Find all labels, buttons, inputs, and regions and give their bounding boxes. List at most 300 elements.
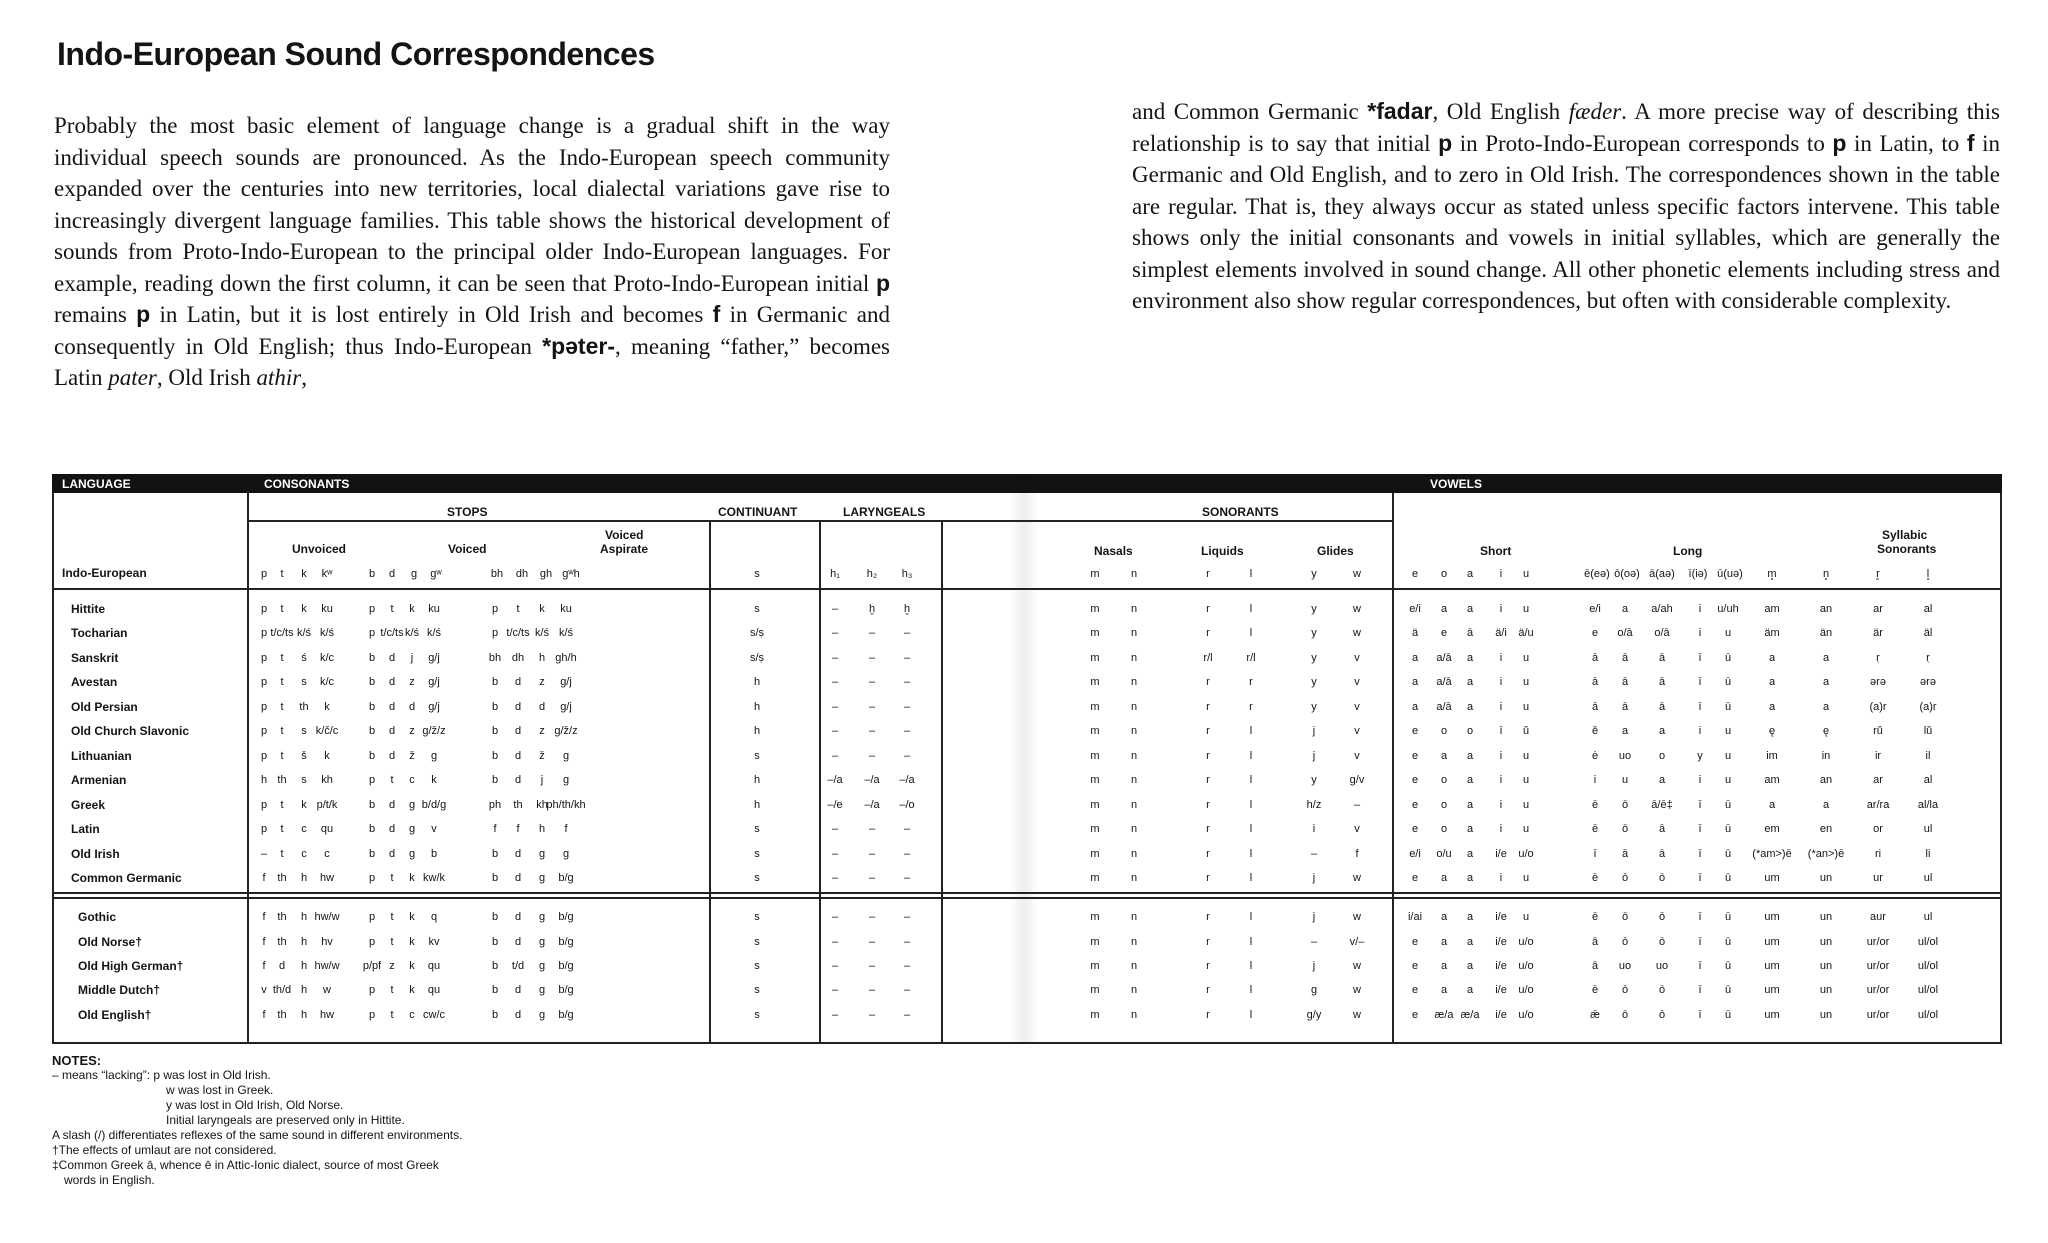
table-cell: l (1249, 984, 1253, 996)
table-cell: ō (1658, 936, 1666, 948)
table-cell: (a)r (1869, 701, 1887, 713)
table-cell: r (1249, 676, 1253, 688)
intro-segment: remains (54, 302, 137, 327)
table-cell: l (1249, 627, 1253, 639)
table-cell: t (280, 799, 284, 811)
table-cell: e (1411, 936, 1419, 948)
table-cell: h (753, 676, 761, 688)
table-cell: y (1311, 603, 1317, 615)
table-cell: g (538, 911, 546, 923)
table-cell: l (1249, 774, 1253, 786)
table-cell: ā (1591, 936, 1599, 948)
table-cell: – (831, 823, 839, 835)
table-cell: är (1873, 627, 1883, 639)
table-cell: d (514, 1009, 522, 1021)
table-cell: b (368, 823, 376, 835)
table-cell: t (390, 911, 394, 923)
table-cell: a/ā (1436, 652, 1452, 664)
table-cell: p (260, 750, 268, 762)
table-cell: kh (321, 774, 333, 786)
table-cell: r (1206, 774, 1210, 786)
table-cell: – (1353, 799, 1361, 811)
table-cell: g (538, 848, 546, 860)
table-cell: u (1522, 823, 1530, 835)
table-cell: lŭ (1923, 725, 1933, 737)
table-cell: – (831, 627, 839, 639)
table-cell: j (1312, 750, 1316, 762)
table-cell: i (1312, 823, 1316, 835)
table-cell: äm (1764, 627, 1780, 639)
ie-reference-cell: ā(aə) (1649, 568, 1675, 580)
table-cell: ku (560, 603, 572, 615)
table-cell: e (1591, 627, 1599, 639)
table-cell: d (388, 848, 396, 860)
table-cell: d (514, 676, 522, 688)
table-cell: a (1466, 750, 1474, 762)
table-cell: – (868, 823, 876, 835)
table-cell: a (1440, 911, 1448, 923)
table-cell: u (1522, 652, 1530, 664)
ie-reference-cell: gh (539, 568, 553, 580)
table-cell: u/o (1518, 984, 1534, 996)
table-cell: hv (321, 936, 333, 948)
table-cell: ū (1724, 676, 1732, 688)
table-cell: v (1354, 823, 1360, 835)
table-cell: t (390, 774, 394, 786)
table-cell: t (280, 750, 284, 762)
table-cell: b/g (558, 1009, 574, 1021)
table-cell: f (262, 1009, 266, 1021)
table-cell: v (261, 984, 267, 996)
table-cell: e (1440, 627, 1448, 639)
table-cell: ī (1698, 652, 1702, 664)
table-cell: – (868, 848, 876, 860)
table-cell: b (491, 960, 499, 972)
table-cell: – (868, 725, 876, 737)
table-cell: b (368, 799, 376, 811)
table-cell: e/i (1409, 848, 1421, 860)
intro-segment: , Old Irish (156, 365, 257, 390)
table-cell: u (1621, 774, 1629, 786)
table-cell: s (754, 603, 760, 615)
table-cell: k (409, 960, 415, 972)
table-cell: n (1130, 603, 1138, 615)
table-cell: ě (1591, 725, 1599, 737)
table-cell: c (409, 774, 415, 786)
table-cell: n (1130, 799, 1138, 811)
table-cell: n (1130, 984, 1138, 996)
table-cell: ō (1658, 1009, 1666, 1021)
table-cell: ō (1621, 799, 1629, 811)
note-greek-cont: words in English. (64, 1173, 155, 1187)
table-cell: j (1312, 911, 1316, 923)
column-divider (941, 520, 943, 1044)
table-cell: – (903, 848, 911, 860)
table-cell: d (388, 750, 396, 762)
table-cell: i/ai (1407, 911, 1423, 923)
table-cell: an (1819, 603, 1833, 615)
table-cell: e/i (1409, 603, 1421, 615)
table-cell: ē (1591, 984, 1599, 996)
table-cell: d (514, 911, 522, 923)
table-cell: k (409, 911, 415, 923)
table-cell: th (299, 701, 309, 713)
table-cell: th/d (272, 984, 292, 996)
table-cell: il (1925, 750, 1931, 762)
table-cell: r (1206, 984, 1210, 996)
table-cell: ī (1698, 872, 1702, 884)
table-cell: cw/c (423, 1009, 445, 1021)
table-cell: ul/ol (1917, 936, 1939, 948)
table-cell: li (1925, 848, 1931, 860)
table-cell: b (368, 676, 376, 688)
table-cell: ī (1698, 701, 1702, 713)
table-cell: r (1206, 911, 1210, 923)
language-row-label: Old Norse† (78, 935, 143, 949)
table-cell: u/o (1518, 848, 1534, 860)
table-cell: n (1130, 725, 1138, 737)
table-cell: d (388, 701, 396, 713)
table-cell: e (1411, 725, 1419, 737)
consonants-header: CONSONANTS (264, 477, 350, 491)
intro-segment: p (1832, 129, 1847, 156)
table-cell: ur/or (1866, 960, 1890, 972)
table-cell: n (1130, 848, 1138, 860)
table-cell: hw/w (314, 911, 340, 923)
table-cell: t (280, 676, 284, 688)
table-cell: u (1522, 774, 1530, 786)
table-cell: t (390, 872, 394, 884)
table-cell: d (388, 676, 396, 688)
table-cell: – (903, 701, 911, 713)
table-cell: am (1764, 603, 1780, 615)
table-cell: ī (1698, 823, 1702, 835)
table-cell: w (1353, 911, 1361, 923)
table-cell: a (1466, 911, 1474, 923)
table-cell: b (491, 774, 499, 786)
table-cell: ė (1591, 750, 1599, 762)
language-row-label: Sanskrit (71, 651, 119, 665)
table-cell: ī (1698, 1009, 1702, 1021)
table-cell: h (300, 936, 308, 948)
table-cell: t (390, 603, 394, 615)
table-cell: i (1698, 725, 1702, 737)
table-cell: l (1249, 603, 1253, 615)
table-cell: h (753, 774, 761, 786)
table-cell: i (1593, 774, 1597, 786)
table-cell: n (1130, 701, 1138, 713)
table-cell: a (1411, 676, 1419, 688)
table-cell: – (868, 750, 876, 762)
table-cell: em (1764, 823, 1780, 835)
table-cell: – (868, 652, 876, 664)
table-cell: u/uh (1717, 603, 1739, 615)
table-cell: l (1249, 936, 1253, 948)
table-cell: k/ś (296, 627, 312, 639)
table-cell: ī (1698, 984, 1702, 996)
table-cell: ū (1724, 936, 1732, 948)
ie-reference-cell: a (1466, 568, 1474, 580)
table-cell: u (1522, 603, 1530, 615)
table-cell: ä/i (1495, 627, 1507, 639)
table-cell: – (903, 823, 911, 835)
table-cell: ō (1658, 911, 1666, 923)
table-cell: o/ā (1654, 627, 1670, 639)
sonorants-header: SONORANTS (1202, 505, 1279, 519)
table-cell: – (903, 652, 911, 664)
table-cell: v (1354, 676, 1360, 688)
table-cell: g (1310, 984, 1318, 996)
note-lacking: – means “lacking”: p was lost in Old Irish. (52, 1068, 271, 1082)
ie-reference-cell: n̥ (1822, 568, 1830, 580)
intro-paragraph-left (54, 110, 890, 394)
table-cell: t (280, 725, 284, 737)
table-cell: v/– (1349, 936, 1365, 948)
table-cell: e (1411, 960, 1419, 972)
table-cell: um (1764, 1009, 1780, 1021)
table-cell: e (1411, 750, 1419, 762)
table-cell: ō (1658, 872, 1666, 884)
ie-reference-cell: i (1499, 568, 1503, 580)
intro-segment: fæder (1568, 99, 1622, 124)
intro-segment: , Old English (1432, 99, 1569, 124)
row-divider (52, 897, 2002, 899)
table-cell: r (1206, 799, 1210, 811)
table-cell: – (831, 676, 839, 688)
table-cell: h (753, 799, 761, 811)
table-cell: t/c/ts (270, 627, 294, 639)
table-cell: un (1819, 984, 1833, 996)
table-cell: g (408, 823, 416, 835)
table-cell: aur (1870, 911, 1886, 923)
table-cell: b (491, 701, 499, 713)
table-cell: p (260, 652, 268, 664)
table-cell: n (1130, 872, 1138, 884)
table-cell: k (324, 750, 330, 762)
table-cell: t/c/ts (506, 627, 530, 639)
table-cell: b/g (558, 872, 574, 884)
table-cell: ph/th/kh (546, 799, 586, 811)
table-cell: i (1499, 652, 1503, 664)
table-cell: t (390, 984, 394, 996)
table-cell: ī (1698, 911, 1702, 923)
language-row-label: Old English† (78, 1008, 152, 1022)
table-cell: ō (1621, 936, 1629, 948)
table-cell: s/ṣ (749, 627, 765, 639)
table-cell: ǣ (1590, 1009, 1600, 1021)
table-notes (52, 1053, 572, 1188)
language-row-label: Lithuanian (71, 749, 132, 763)
table-cell: a (1411, 701, 1419, 713)
intro-segment: in Proto-Indo-European corresponds to (1452, 130, 1833, 156)
table-cell: r (1206, 1009, 1210, 1021)
table-cell: ū (1724, 823, 1732, 835)
ie-reference-cell: ū(uə) (1717, 568, 1743, 580)
table-cell: d (388, 725, 396, 737)
ie-reference-cell: r (1206, 568, 1210, 580)
table-cell: ā (1658, 676, 1666, 688)
table-cell: ū (1724, 799, 1732, 811)
table-cell: k/ś (534, 627, 550, 639)
table-cell: i (1698, 774, 1702, 786)
table-cell: – (831, 1009, 839, 1021)
table-cell: w (1353, 984, 1361, 996)
table-cell: o (1440, 774, 1448, 786)
table-cell: k (539, 603, 545, 615)
table-cell: ul/ol (1917, 960, 1939, 972)
table-cell: w (1353, 627, 1361, 639)
table-cell: l (1249, 799, 1253, 811)
table-cell: i/e (1495, 1009, 1507, 1021)
table-cell: m (1090, 1009, 1100, 1021)
table-cell: ph (488, 799, 502, 811)
table-cell: a (1822, 652, 1830, 664)
table-cell: a (1768, 652, 1776, 664)
table-cell: o (1658, 750, 1666, 762)
table-cell: – (868, 872, 876, 884)
table-cell: u (1522, 911, 1530, 923)
table-cell: h (300, 911, 308, 923)
table-cell: d (538, 701, 546, 713)
table-cell: rŭ (1873, 725, 1883, 737)
table-cell: s (754, 872, 760, 884)
table-cell: uo (1618, 960, 1632, 972)
table-cell: – (868, 1009, 876, 1021)
nasals-header: Nasals (1094, 544, 1133, 558)
ie-reference-cell: kʷ (321, 568, 333, 580)
table-cell: k (324, 701, 330, 713)
table-cell: –/a (899, 774, 915, 786)
table-cell: a (1466, 603, 1474, 615)
table-cell: o (1466, 725, 1474, 737)
table-cell: r (1206, 936, 1210, 948)
language-header: LANGUAGE (62, 477, 131, 491)
table-cell: th (513, 799, 523, 811)
table-cell: k (409, 872, 415, 884)
table-cell: ul/ol (1917, 1009, 1939, 1021)
ie-reference-cell: h₁ (830, 568, 840, 580)
table-cell: r/l (1203, 652, 1213, 664)
intro-segment: *pəter- (542, 332, 615, 359)
table-cell: s/ṣ (749, 652, 765, 664)
table-cell: o (1440, 823, 1448, 835)
table-cell: ur/or (1866, 1009, 1890, 1021)
table-cell: –/a (864, 799, 880, 811)
table-cell: h/z (1306, 799, 1322, 811)
table-cell: w (323, 984, 331, 996)
table-cell: i/e (1495, 960, 1507, 972)
table-cell: ar (1873, 774, 1883, 786)
table-cell: g/j (428, 652, 440, 664)
table-cell: al (1923, 774, 1933, 786)
intro-segment: *fadar (1367, 98, 1433, 124)
table-cell: ul/ol (1917, 984, 1939, 996)
table-cell: s (754, 823, 760, 835)
table-cell: æ/a (1460, 1009, 1480, 1021)
ie-reference-cell: l (1249, 568, 1253, 580)
table-cell: d (514, 750, 522, 762)
ie-reference-cell: o (1440, 568, 1448, 580)
table-cell: hw/w (314, 960, 340, 972)
table-cell: äl (1923, 627, 1933, 639)
table-cell: h (538, 823, 546, 835)
table-cell: v (1354, 750, 1360, 762)
table-cell: n (1130, 1009, 1138, 1021)
table-cell: ō (1658, 984, 1666, 996)
table-cell: b (491, 872, 499, 884)
table-cell: t (280, 701, 284, 713)
table-cell: ṛ (1876, 652, 1880, 664)
table-cell: ž (539, 750, 545, 762)
table-cell: a (1768, 676, 1776, 688)
table-cell: a (1466, 652, 1474, 664)
table-cell: ərə (1920, 676, 1936, 688)
table-cell: g (562, 848, 570, 860)
table-cell: – (831, 911, 839, 923)
voiced-aspirate-header-line2: Aspirate (600, 542, 649, 556)
table-cell: –/e (827, 799, 843, 811)
table-cell: u/o (1518, 960, 1534, 972)
table-cell: d (514, 701, 522, 713)
language-row-label: Tocharian (71, 626, 128, 640)
table-cell: ū (1724, 984, 1732, 996)
table-cell: b (368, 848, 376, 860)
table-cell: s (754, 936, 760, 948)
table-cell: ō (1621, 1009, 1629, 1021)
table-cell: – (868, 701, 876, 713)
table-cell: ū (1724, 701, 1732, 713)
table-cell: ā (1621, 848, 1629, 860)
column-divider (52, 493, 54, 1044)
table-cell: y (1311, 627, 1317, 639)
table-cell: – (831, 960, 839, 972)
table-cell: t (280, 652, 284, 664)
table-cell: qu (427, 984, 441, 996)
table-cell: b (491, 848, 499, 860)
table-cell: p (368, 627, 376, 639)
table-cell: p (491, 603, 499, 615)
table-cell: r (1206, 701, 1210, 713)
table-cell: n (1130, 652, 1138, 664)
table-cell: z (409, 676, 415, 688)
ie-reference-cell: d (388, 568, 396, 580)
table-cell: i (1499, 872, 1503, 884)
table-cell: k (409, 936, 415, 948)
table-cell: un (1819, 1009, 1833, 1021)
table-cell: ī (1698, 676, 1702, 688)
table-cell: – (903, 1009, 911, 1021)
table-cell: ul (1923, 823, 1933, 835)
table-cell: gh/h (555, 652, 577, 664)
ie-reference-cell: s (754, 568, 760, 580)
table-cell: n (1130, 823, 1138, 835)
table-cell: u (1724, 750, 1732, 762)
intro-segment: and Common Germanic (1132, 99, 1368, 124)
table-cell: en (1819, 823, 1833, 835)
table-cell: bh (488, 652, 502, 664)
table-cell: ä (1411, 627, 1419, 639)
table-cell: ä/u (1518, 627, 1534, 639)
table-cell: a (1466, 872, 1474, 884)
table-cell: m (1090, 848, 1100, 860)
ie-reference-cell: h₂ (866, 568, 878, 580)
row-divider (52, 1042, 2002, 1044)
table-cell: – (831, 936, 839, 948)
note-y-lost: y was lost in Old Irish, Old Norse. (166, 1098, 344, 1112)
table-cell: ir (1874, 750, 1882, 762)
table-cell: ō (1621, 823, 1629, 835)
table-cell: q (430, 911, 438, 923)
